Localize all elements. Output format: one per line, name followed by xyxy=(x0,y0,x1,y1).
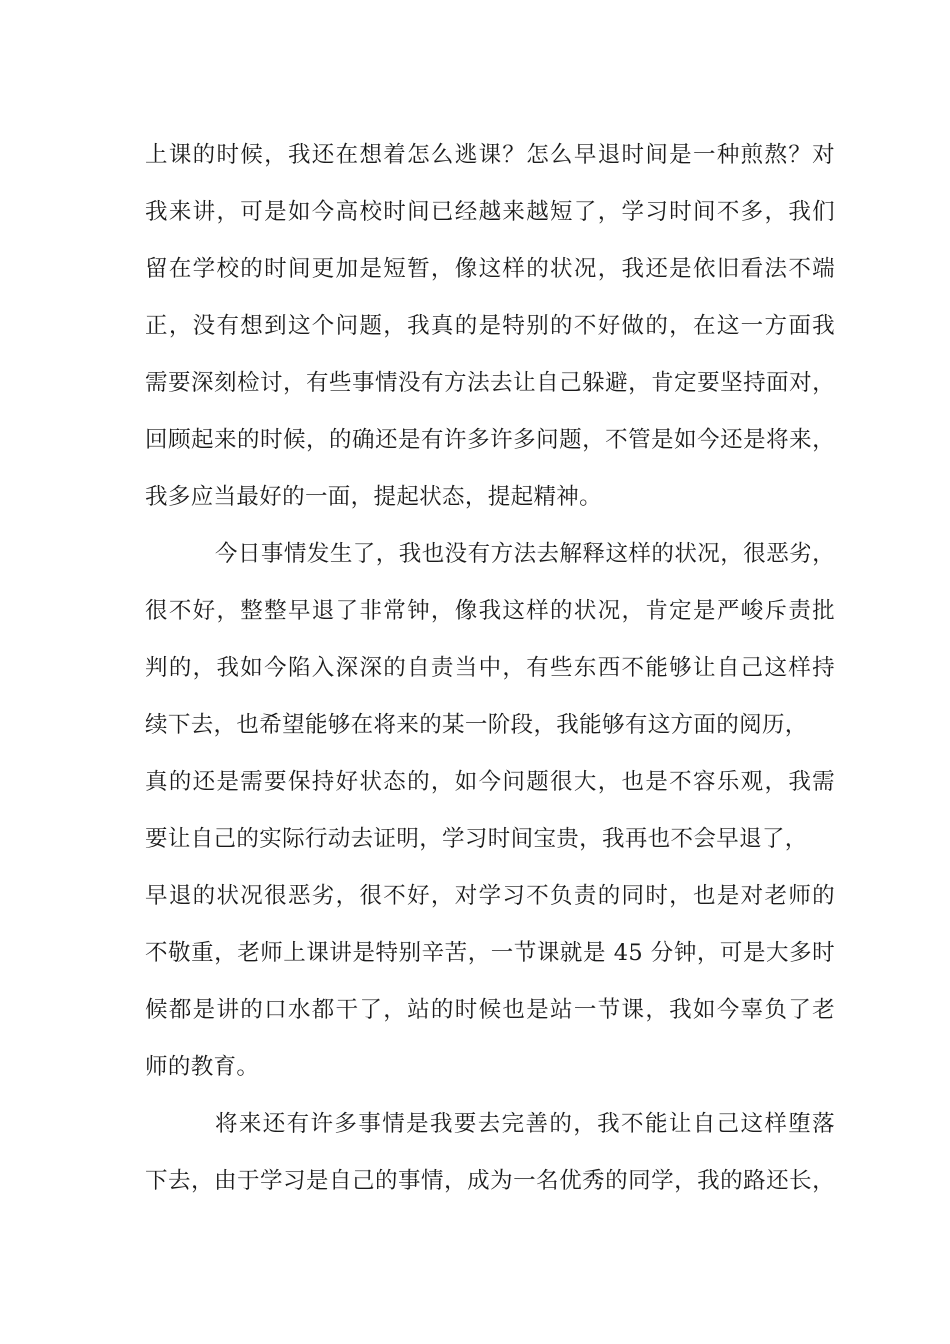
text-line: 回顾起来的时候，的确还是有许多许多问题，不管是如今还是将来， xyxy=(145,427,835,453)
text-line: 很不好，整整早退了非常钟，像我这样的状况，肯定是严峻斥责批 xyxy=(145,598,835,624)
text-line: 将来还有许多事情是我要去完善的，我不能让自己这样堕落 xyxy=(215,1111,835,1137)
text-line: 要让自己的实际行动去证明，学习时间宝贵，我再也不会早退了， xyxy=(145,826,808,852)
text-line: 早退的状况很恶劣，很不好，对学习不负责的同时，也是对老师的 xyxy=(145,883,835,909)
text-line: 留在学校的时间更加是短暂，像这样的状况，我还是依旧看法不端 xyxy=(145,256,835,282)
text-line: 候都是讲的口水都干了，站的时候也是站一节课，我如今辜负了老 xyxy=(145,997,835,1023)
text-line: 判的，我如今陷入深深的自责当中，有些东西不能够让自己这样持 xyxy=(145,655,835,681)
text-line: 需要深刻检讨，有些事情没有方法去让自己躲避，肯定要坚持面对， xyxy=(145,370,835,396)
text-line: 下去，由于学习是自己的事情，成为一名优秀的同学，我的路还长， xyxy=(145,1168,835,1194)
text-line: 正，没有想到这个问题，我真的是特别的不好做的，在这一方面我 xyxy=(145,313,835,339)
text-line: 我来讲，可是如今高校时间已经越来越短了，学习时间不多，我们 xyxy=(145,199,835,225)
text-line: 续下去，也希望能够在将来的某一阶段，我能够有这方面的阅历， xyxy=(145,712,808,738)
text-line: 不敬重，老师上课讲是特别辛苦，一节课就是 45 分钟，可是大多时 xyxy=(145,940,835,966)
text-line: 上课的时候，我还在想着怎么逃课？怎么早退时间是一种煎熬？对 xyxy=(145,142,835,168)
text-line: 今日事情发生了，我也没有方法去解释这样的状况，很恶劣， xyxy=(215,541,835,567)
text-line: 真的还是需要保持好状态的，如今问题很大，也是不容乐观，我需 xyxy=(145,769,835,795)
text-line: 师的教育。 xyxy=(145,1054,260,1080)
text-line: 我多应当最好的一面，提起状态，提起精神。 xyxy=(145,484,603,510)
